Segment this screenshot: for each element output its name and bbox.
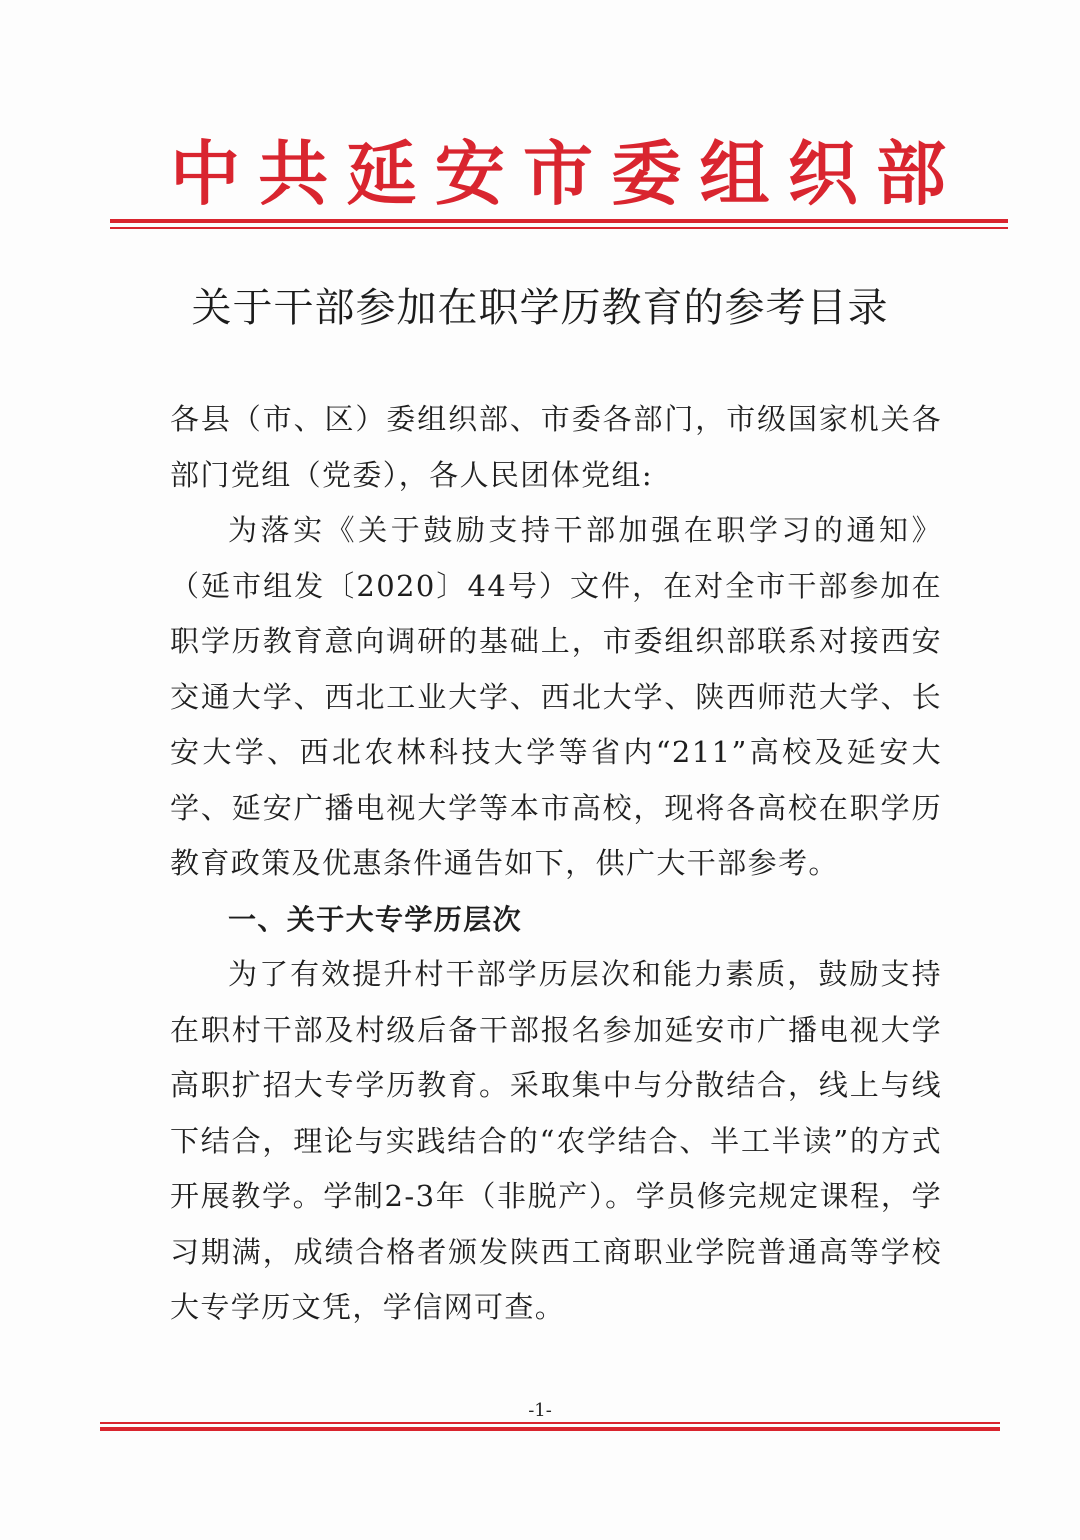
org-char: 部 <box>876 133 946 215</box>
org-char: 组 <box>699 133 770 215</box>
org-char: 中 <box>170 133 240 215</box>
header-divider-thick <box>110 219 1008 223</box>
header-divider-thin <box>110 227 1008 229</box>
org-char: 市 <box>523 133 593 215</box>
document-body <box>170 392 942 1336</box>
org-char: 委 <box>611 133 682 215</box>
org-char: 织 <box>787 133 858 215</box>
org-char: 共 <box>258 133 329 215</box>
body-paragraph: 为落实《关于鼓励支持干部加强在职学习的通知》（延市组发〔2020〕44号）文件，在对全市干部参加在职学历教育意向调研的基础上，市委组织部联系对接西安交通大学、西北工业大学、西北大学、陕西师范大学、长安大学、西北农林科技大学等省内“211”高校及延安大学、延安广播电视大学等本市高校，现将各高校在职学历教育政策及优惠条件通告如下，供广大干部参考。 <box>170 513 942 880</box>
page-number <box>0 1400 1080 1421</box>
section-heading: 一、关于大专学历层次 <box>228 902 523 936</box>
org-char: 安 <box>434 133 505 215</box>
footer-divider-thin <box>100 1422 1000 1424</box>
organization-header <box>110 128 1008 220</box>
salutation: 各县（市、区）委组织部、市委各部门，市级国家机关各部门党组（党委），各人民团体党组: <box>170 402 942 492</box>
document-title: 关于干部参加在职学历教育的参考目录 <box>191 285 889 331</box>
page-number-text: -1- <box>522 1400 558 1421</box>
body-paragraph: 为了有效提升村干部学历层次和能力素质，鼓励支持在职村干部及村级后备干部报名参加延安市广播电视大学高职扩招大专学历教育。采取集中与分散结合，线上与线下结合，理论与实践结合的“农学结合、半工半读”的方式开展教学。学制2-3年（非脱产）。学员修完规定课程，学习期满，成绩合格者颁发陕西工商职业学院普通高等学校大专学历文凭，学信网可查。 <box>170 957 942 1324</box>
org-char: 延 <box>346 133 417 215</box>
footer-divider-thick <box>100 1427 1000 1431</box>
